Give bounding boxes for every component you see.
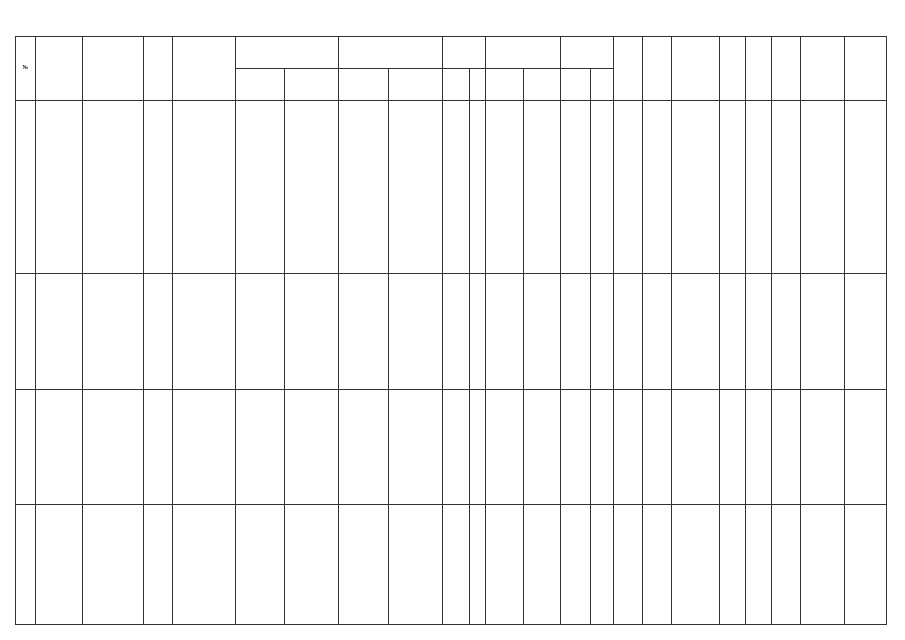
condition-2-value [590,390,613,505]
content-1-name [235,505,284,625]
subheader-name [339,69,388,101]
content-1-name [235,274,284,390]
registry-entry-number [83,274,144,390]
service-name [173,505,236,625]
volume-indicators [845,390,887,505]
quality-indicators [801,274,845,390]
activity-type [745,274,771,390]
category [771,390,800,505]
subheader-name [443,69,470,101]
content-2-value [388,274,442,390]
condition-1-value [523,505,561,625]
header-okpd [672,37,719,101]
payment-type [613,101,642,274]
condition-1-name [486,274,524,390]
header-content-3 [443,37,486,69]
registry-entry-number [83,101,144,274]
content-1-name [235,390,284,505]
quality-indicators [801,390,845,505]
registry-number [35,390,82,505]
registry-table [15,36,887,625]
content-1-name [235,101,284,274]
subheader-value [590,69,613,101]
content-2-name [339,101,388,274]
recipient-type [719,274,745,390]
condition-2-name [561,274,590,390]
content-2-value [388,390,442,505]
header-category [771,37,800,101]
service-type [643,390,672,505]
table-row [16,390,887,505]
volume-indicators [845,101,887,274]
content-3-value [470,390,486,505]
okpd-code [672,274,719,390]
content-3-value [470,101,486,274]
payment-type [613,505,642,625]
header-payment [613,37,642,101]
subheader-name [235,69,284,101]
service-type [643,274,672,390]
content-3-value [470,274,486,390]
condition-1-value [523,101,561,274]
content-1-value [285,505,339,625]
service-name [173,101,236,274]
header-service-type [643,37,672,101]
subheader-name [486,69,524,101]
content-1-value [285,390,339,505]
service-type [643,505,672,625]
recipient-type [719,101,745,274]
header-row [16,37,887,69]
header-volume-indicators [845,37,887,101]
payment-type [613,274,642,390]
volume-indicators [845,505,887,625]
header-content-1 [235,37,339,69]
header-reg-entry-number [83,37,144,101]
registry-number [35,505,82,625]
condition-1-name [486,101,524,274]
content-3-name [443,274,470,390]
activity-type [745,505,771,625]
header-quality-indicators [801,37,845,101]
service-code [143,101,172,274]
condition-2-name [561,101,590,274]
quality-indicators [801,505,845,625]
content-1-value [285,274,339,390]
okpd-code [672,505,719,625]
service-code [143,505,172,625]
volume-indicators [845,274,887,390]
condition-2-value [590,274,613,390]
content-2-name [339,274,388,390]
condition-2-value [590,101,613,274]
activity-type [745,390,771,505]
subheader-value [285,69,339,101]
content-2-name [339,505,388,625]
subheader-name [561,69,590,101]
category [771,274,800,390]
subheader-value [523,69,561,101]
subheader-value [470,69,486,101]
row-number [16,505,36,625]
header-service-name [173,37,236,101]
table-row [16,101,887,274]
service-code [143,274,172,390]
condition-1-value [523,274,561,390]
condition-2-value [590,505,613,625]
condition-2-name [561,505,590,625]
okpd-code [672,390,719,505]
service-code [143,390,172,505]
row-number [16,390,36,505]
registry-entry-number [83,505,144,625]
category [771,505,800,625]
service-type [643,101,672,274]
header-reg-number [35,37,82,101]
registry-number [35,101,82,274]
header-activity [745,37,771,101]
table-row [16,505,887,625]
header-no: № [16,37,36,101]
header-conditions-1 [486,37,561,69]
subheader-value [388,69,442,101]
content-2-value [388,505,442,625]
condition-1-name [486,505,524,625]
header-recipient-type [719,37,745,101]
content-2-name [339,390,388,505]
content-3-name [443,505,470,625]
registry-entry-number [83,390,144,505]
recipient-type [719,505,745,625]
row-number [16,101,36,274]
content-2-value [388,101,442,274]
okpd-code [672,101,719,274]
recipient-type [719,390,745,505]
condition-2-name [561,390,590,505]
header-conditions-2 [561,37,613,69]
payment-type [613,390,642,505]
condition-1-name [486,390,524,505]
table-row [16,274,887,390]
registry-number [35,274,82,390]
content-3-name [443,390,470,505]
service-name [173,274,236,390]
category [771,101,800,274]
content-3-value [470,505,486,625]
row-number [16,274,36,390]
header-code [143,37,172,101]
condition-1-value [523,390,561,505]
header-content-2 [339,37,443,69]
quality-indicators [801,101,845,274]
activity-type [745,101,771,274]
content-3-name [443,101,470,274]
service-name [173,390,236,505]
content-1-value [285,101,339,274]
